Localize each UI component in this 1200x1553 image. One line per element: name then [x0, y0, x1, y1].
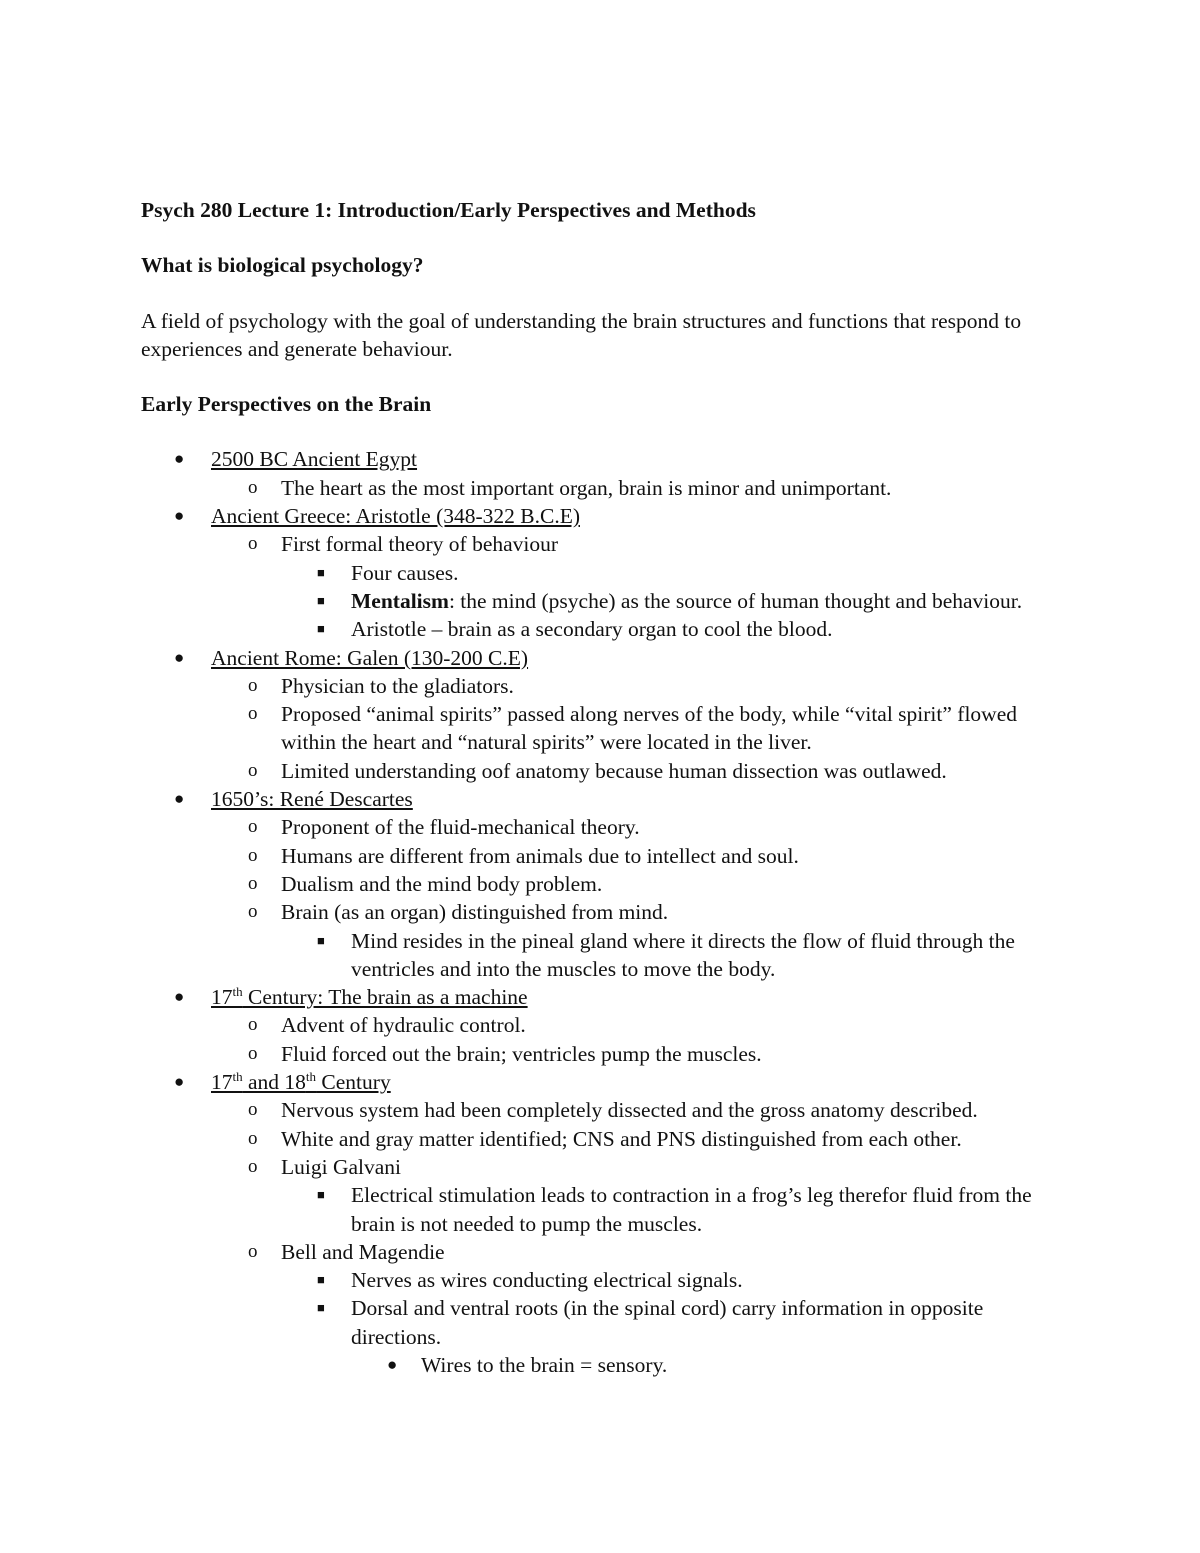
- circle-bullet-icon: o: [248, 703, 258, 725]
- section-heading-biological-psychology: What is biological psychology?: [141, 253, 424, 278]
- circle-bullet-icon: o: [248, 1014, 258, 1036]
- circle-bullet-icon: o: [248, 1099, 258, 1121]
- sub-sub-item: [281, 927, 1061, 984]
- sub-item: [211, 898, 1061, 983]
- list-item-descartes: [141, 785, 1061, 983]
- sub-item-text: Physician to the gladiators.: [281, 673, 514, 698]
- sub-item-text: Proponent of the fluid-mechanical theory.: [281, 815, 640, 840]
- sub-item-text: Luigi Galvani: [281, 1154, 402, 1179]
- sub-item: [211, 1040, 1061, 1068]
- sub-sub-item: [281, 615, 1061, 643]
- sub-item: [211, 1096, 1061, 1124]
- document-title: Psych 280 Lecture 1: Introduction/Early Perspectives and Methods: [141, 198, 756, 222]
- item-label: Ancient Rome: Galen (130-200 C.E): [211, 645, 529, 670]
- circle-bullet-icon: o: [248, 759, 258, 781]
- bullet-icon: ●: [174, 1072, 185, 1092]
- list-item-17th-18th-century: [141, 1068, 1061, 1379]
- sub-item-text: Bell and Magendie: [281, 1239, 445, 1264]
- sub-sub-item-text: Aristotle – brain as a secondary organ to cool the blood.: [351, 617, 833, 642]
- sub-item: [211, 530, 1061, 643]
- sub-item: [211, 1125, 1061, 1153]
- sub-item: [211, 842, 1061, 870]
- sub-sub-item-text: Four causes.: [351, 560, 459, 585]
- document-page: [141, 196, 1061, 1379]
- sub-item-text: Nervous system had been completely dissected and the gross anatomy described.: [281, 1098, 978, 1123]
- square-bullet-icon: ■: [317, 564, 325, 580]
- sub-item-text: Limited understanding oof anatomy because human dissection was outlawed.: [281, 758, 947, 783]
- sub-item-text: White and gray matter identified; CNS and PNS distinguished from each other.: [281, 1126, 962, 1151]
- definition-paragraph: A field of psychology with the goal of understanding the brain structures and functions that respond to experiences and generate behaviour.: [141, 308, 1022, 361]
- item-label: 1650’s: René Descartes: [211, 787, 413, 812]
- sub-sub-item-text: : the mind (psyche) as the source of human thought and behaviour.: [448, 588, 1023, 613]
- sub-sub-item: [281, 1266, 1061, 1294]
- sub-sub-sub-item-text: Wires to the brain = sensory.: [421, 1352, 668, 1377]
- square-bullet-icon: ■: [317, 621, 325, 637]
- sub-item-text: Brain (as an organ) distinguished from mind.: [281, 900, 669, 925]
- list-item-greece: [141, 502, 1061, 643]
- sub-item: [211, 474, 1061, 502]
- square-bullet-icon: ■: [317, 1300, 325, 1316]
- sub-item-text: The heart as the most important organ, brain is minor and unimportant.: [281, 475, 892, 500]
- sub-item-text: Fluid forced out the brain; ventricles pump the muscles.: [281, 1041, 762, 1066]
- list-item-egypt: [141, 445, 1061, 502]
- sub-item: [211, 700, 1061, 757]
- item-label: 2500 BC Ancient Egypt: [211, 447, 418, 472]
- sub-sub-item-text: Mind resides in the pineal gland where it directs the flow of fluid through the ventricles and into the muscles to move the body.: [351, 928, 1015, 981]
- sub-sub-item: [281, 1181, 1061, 1238]
- circle-bullet-icon: o: [248, 476, 258, 498]
- sub-sub-item: [281, 559, 1061, 587]
- circle-bullet-icon: o: [248, 674, 258, 696]
- circle-bullet-icon: o: [248, 1240, 258, 1262]
- circle-bullet-icon: o: [248, 844, 258, 866]
- sub-item: [211, 1153, 1061, 1238]
- square-bullet-icon: ■: [317, 1272, 325, 1288]
- sub-item-text: Advent of hydraulic control.: [281, 1013, 526, 1038]
- sub-item-text: Dualism and the mind body problem.: [281, 871, 603, 896]
- square-bullet-icon: ■: [317, 932, 325, 948]
- sub-item: [211, 757, 1061, 785]
- sub-item-text: Proposed “animal spirits” passed along nerves of the body, while “vital spirit” flowed within the heart and “natural spirits” were located in the liver.: [281, 702, 1017, 755]
- early-perspectives-list: [141, 445, 1061, 1379]
- sub-sub-sub-item: [351, 1351, 1061, 1379]
- circle-bullet-icon: o: [248, 872, 258, 894]
- sub-sub-item: [281, 587, 1061, 615]
- sub-item-text: First formal theory of behaviour: [281, 532, 559, 557]
- sub-item-text: Humans are different from animals due to intellect and soul.: [281, 843, 799, 868]
- sub-sub-item-text: Nerves as wires conducting electrical signals.: [351, 1268, 743, 1293]
- sub-item: [211, 813, 1061, 841]
- bullet-icon: ●: [174, 987, 185, 1007]
- circle-bullet-icon: o: [248, 901, 258, 923]
- section-heading-early-perspectives: Early Perspectives on the Brain: [141, 392, 432, 417]
- bullet-icon: ●: [387, 1354, 398, 1374]
- circle-bullet-icon: o: [248, 816, 258, 838]
- bullet-icon: ●: [174, 647, 185, 667]
- sub-item: [211, 870, 1061, 898]
- square-bullet-icon: ■: [317, 592, 325, 608]
- term-mentalism: Mentalism: [351, 588, 449, 613]
- bullet-icon: ●: [174, 449, 185, 469]
- circle-bullet-icon: o: [248, 533, 258, 555]
- sub-sub-item-text: Electrical stimulation leads to contraction in a frog’s leg therefor fluid from the brain is not needed to pump the muscles.: [351, 1183, 1032, 1236]
- item-label: 17th Century: The brain as a machine: [211, 983, 528, 1010]
- list-item-brain-machine: [141, 983, 1061, 1068]
- sub-item: [211, 1011, 1061, 1039]
- sub-sub-item: [281, 1294, 1061, 1379]
- list-item-rome: [141, 644, 1061, 785]
- bullet-icon: ●: [174, 506, 185, 526]
- bullet-icon: ●: [174, 789, 185, 809]
- circle-bullet-icon: o: [248, 1155, 258, 1177]
- sub-item: [211, 1238, 1061, 1379]
- sub-sub-item-text: Dorsal and ventral roots (in the spinal cord) carry information in opposite directions.: [351, 1296, 984, 1349]
- item-label: 17th and 18th Century: [211, 1068, 391, 1095]
- circle-bullet-icon: o: [248, 1042, 258, 1064]
- item-label: Ancient Greece: Aristotle (348-322 B.C.E): [211, 504, 580, 529]
- sub-item: [211, 672, 1061, 700]
- circle-bullet-icon: o: [248, 1127, 258, 1149]
- square-bullet-icon: ■: [317, 1187, 325, 1203]
